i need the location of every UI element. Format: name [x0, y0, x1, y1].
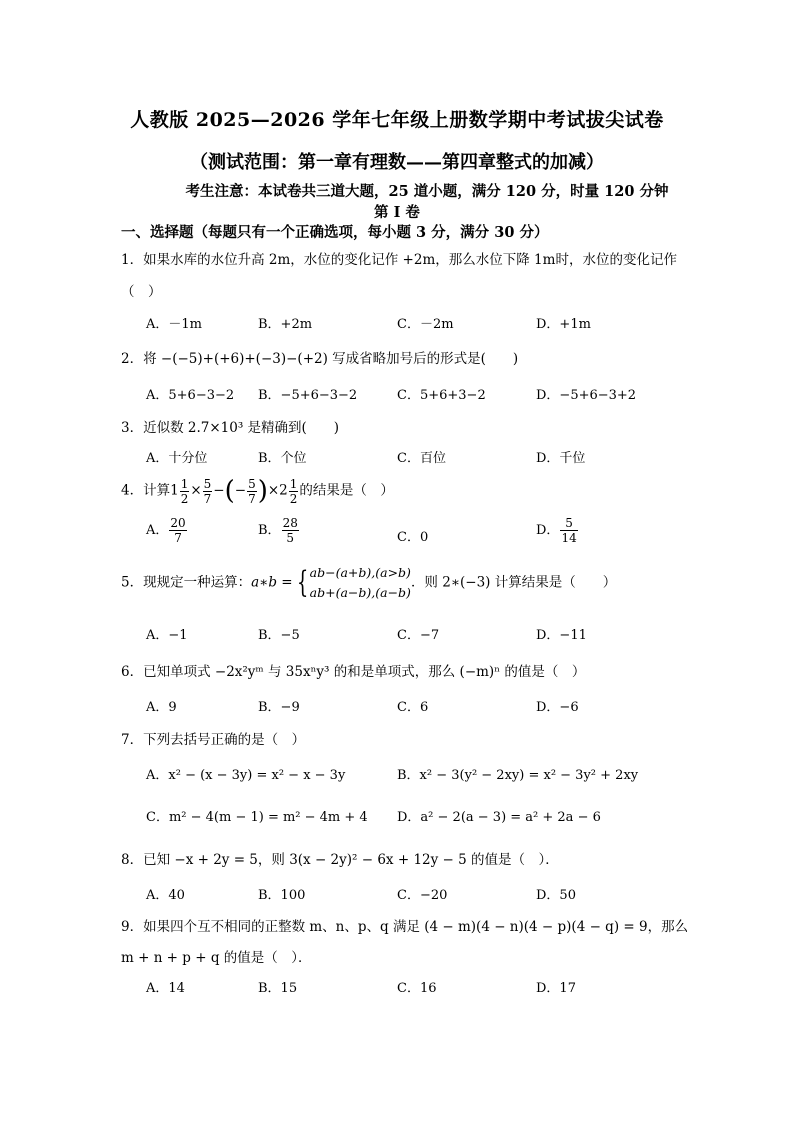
q4-suffix: 的结果是（ ） — [299, 482, 394, 499]
question-4: 4．计算1 $\frac{1}{2}$ × $\frac{5}{7}$ −(− $\frac{5}{7}$ )×2 $\frac{1}{2}$ 的结果是（ ） — [121, 476, 394, 506]
q4-fraction: $\frac{1}{2}$ — [289, 476, 298, 506]
q4-fraction: $\frac{5}{7}$ — [248, 476, 256, 506]
question-9-line-2: m + n + p + q 的值是（ ）． — [121, 950, 312, 966]
question-8: 8．已知 −x + 2y = 5，则 3(x − 2y)² − 6x + 12y − 5 的值是（ ）． — [121, 852, 559, 868]
q6-option-c: C．6 — [397, 700, 429, 715]
q5-option-d: D．−11 — [536, 628, 587, 643]
q8-option-c: C．−20 — [397, 888, 448, 903]
q7-option-d: D．a² − 2(a − 3) = a² + 2a − 6 — [397, 810, 601, 825]
q5-option-a: A．−1 — [146, 628, 188, 643]
q5-option-c: C．−7 — [397, 628, 440, 643]
q4-option-b: B． $\frac{28}{5}$ — [258, 516, 298, 545]
question-2: 2．将 −(−5)+(+6)+(−3)−(+2) 写成省略加号后的形式是( ) — [121, 351, 519, 367]
exam-title: 人教版 2025—2026 学年七年级上册数学期中考试拔尖试卷 — [130, 109, 664, 131]
q9-option-b: B．15 — [258, 981, 298, 996]
exam-subtitle: （测试范围：第一章有理数——第四章整式的加减） — [190, 152, 604, 173]
q8-option-a: A．40 — [146, 888, 185, 903]
q2-option-b: B．−5+6−3−2 — [258, 388, 358, 403]
question-5: 5．现规定一种运算：a∗b = { ab−(a+b),(a>b) ab+(a−b),(a−b) ．则 2∗(−3) 计算结果是（ ） — [121, 563, 616, 603]
section-heading: 一、选择题（每题只有一个正确选项，每小题 3 分，满分 30 分） — [121, 224, 549, 241]
volume-label: 第 I 卷 — [374, 204, 420, 221]
question-6: 6．已知单项式 −2x²yᵐ 与 35xⁿy³ 的和是单项式，那么 (−m)ⁿ 的值是（ ） — [121, 664, 586, 680]
q9-option-d: D．17 — [536, 981, 576, 996]
q9-option-c: C．16 — [397, 981, 437, 996]
q6-option-b: B．−9 — [258, 700, 300, 715]
q1-option-b: B．+2m — [258, 317, 313, 332]
q1-option-c: C．－2m — [397, 317, 454, 332]
q2-option-d: D．−5+6−3+2 — [536, 388, 637, 403]
q9-option-a: A．14 — [146, 981, 185, 996]
q4-fraction: $\frac{1}{2}$ — [180, 476, 189, 506]
q3-option-c: C．百位 — [397, 451, 446, 466]
q8-option-d: D．50 — [536, 888, 576, 903]
question-7: 7．下列去括号正确的是（ ） — [121, 732, 306, 748]
q3-option-b: B．个位 — [258, 451, 307, 466]
q4-option-c: C．0 — [397, 530, 429, 545]
q4-option-d: D． $\frac{5}{14}$ — [536, 516, 577, 545]
q2-option-a: A．5+6−3−2 — [146, 388, 235, 403]
q5-option-b: B．−5 — [258, 628, 300, 643]
question-1-line-1: 1．如果水库的水位升高 2m，水位的变化记作 +2m，那么水位下降 1m时，水位的变化记作 — [121, 252, 677, 268]
q7-option-a: A．x² − (x − 3y) = x² − x − 3y — [146, 768, 346, 783]
q4-option-a: A． $\frac{20}{7}$ — [146, 516, 186, 545]
q7-option-c: C．m² − 4(m − 1) = m² − 4m + 4 — [146, 810, 368, 825]
cases-brace: { — [296, 565, 308, 600]
q6-option-a: A．9 — [146, 700, 177, 715]
q7-option-b: B．x² − 3(y² − 2xy) = x² − 3y² + 2xy — [397, 768, 639, 783]
q3-option-d: D．千位 — [536, 451, 586, 466]
q1-option-d: D．+1m — [536, 317, 591, 332]
q4-prefix: 4．计算 — [121, 482, 171, 499]
q8-option-b: B．100 — [258, 888, 306, 903]
q1-option-a: A．－1m — [146, 317, 202, 332]
exam-notice: 考生注意：本试卷共三道大题，25 道小题，满分 120 分，时量 120 分钟 — [185, 183, 669, 200]
operation-cases: ab−(a+b),(a>b) ab+(a−b),(a−b) — [309, 565, 411, 600]
question-9-line-1: 9．如果四个互不相同的正整数 m、n、p、q 满足 (4 − m)(4 − n)(4 − p)(4 − q) = 9，那么 — [121, 919, 689, 935]
question-3: 3．近似数 2.7×10³ 是精确到( ) — [121, 420, 340, 436]
q2-option-c: C．5+6+3−2 — [397, 388, 486, 403]
q6-option-d: D．−6 — [536, 700, 579, 715]
question-1-line-2: （ ） — [121, 284, 162, 300]
q4-fraction: $\frac{5}{7}$ — [203, 476, 212, 506]
q3-option-a: A．十分位 — [146, 451, 208, 466]
